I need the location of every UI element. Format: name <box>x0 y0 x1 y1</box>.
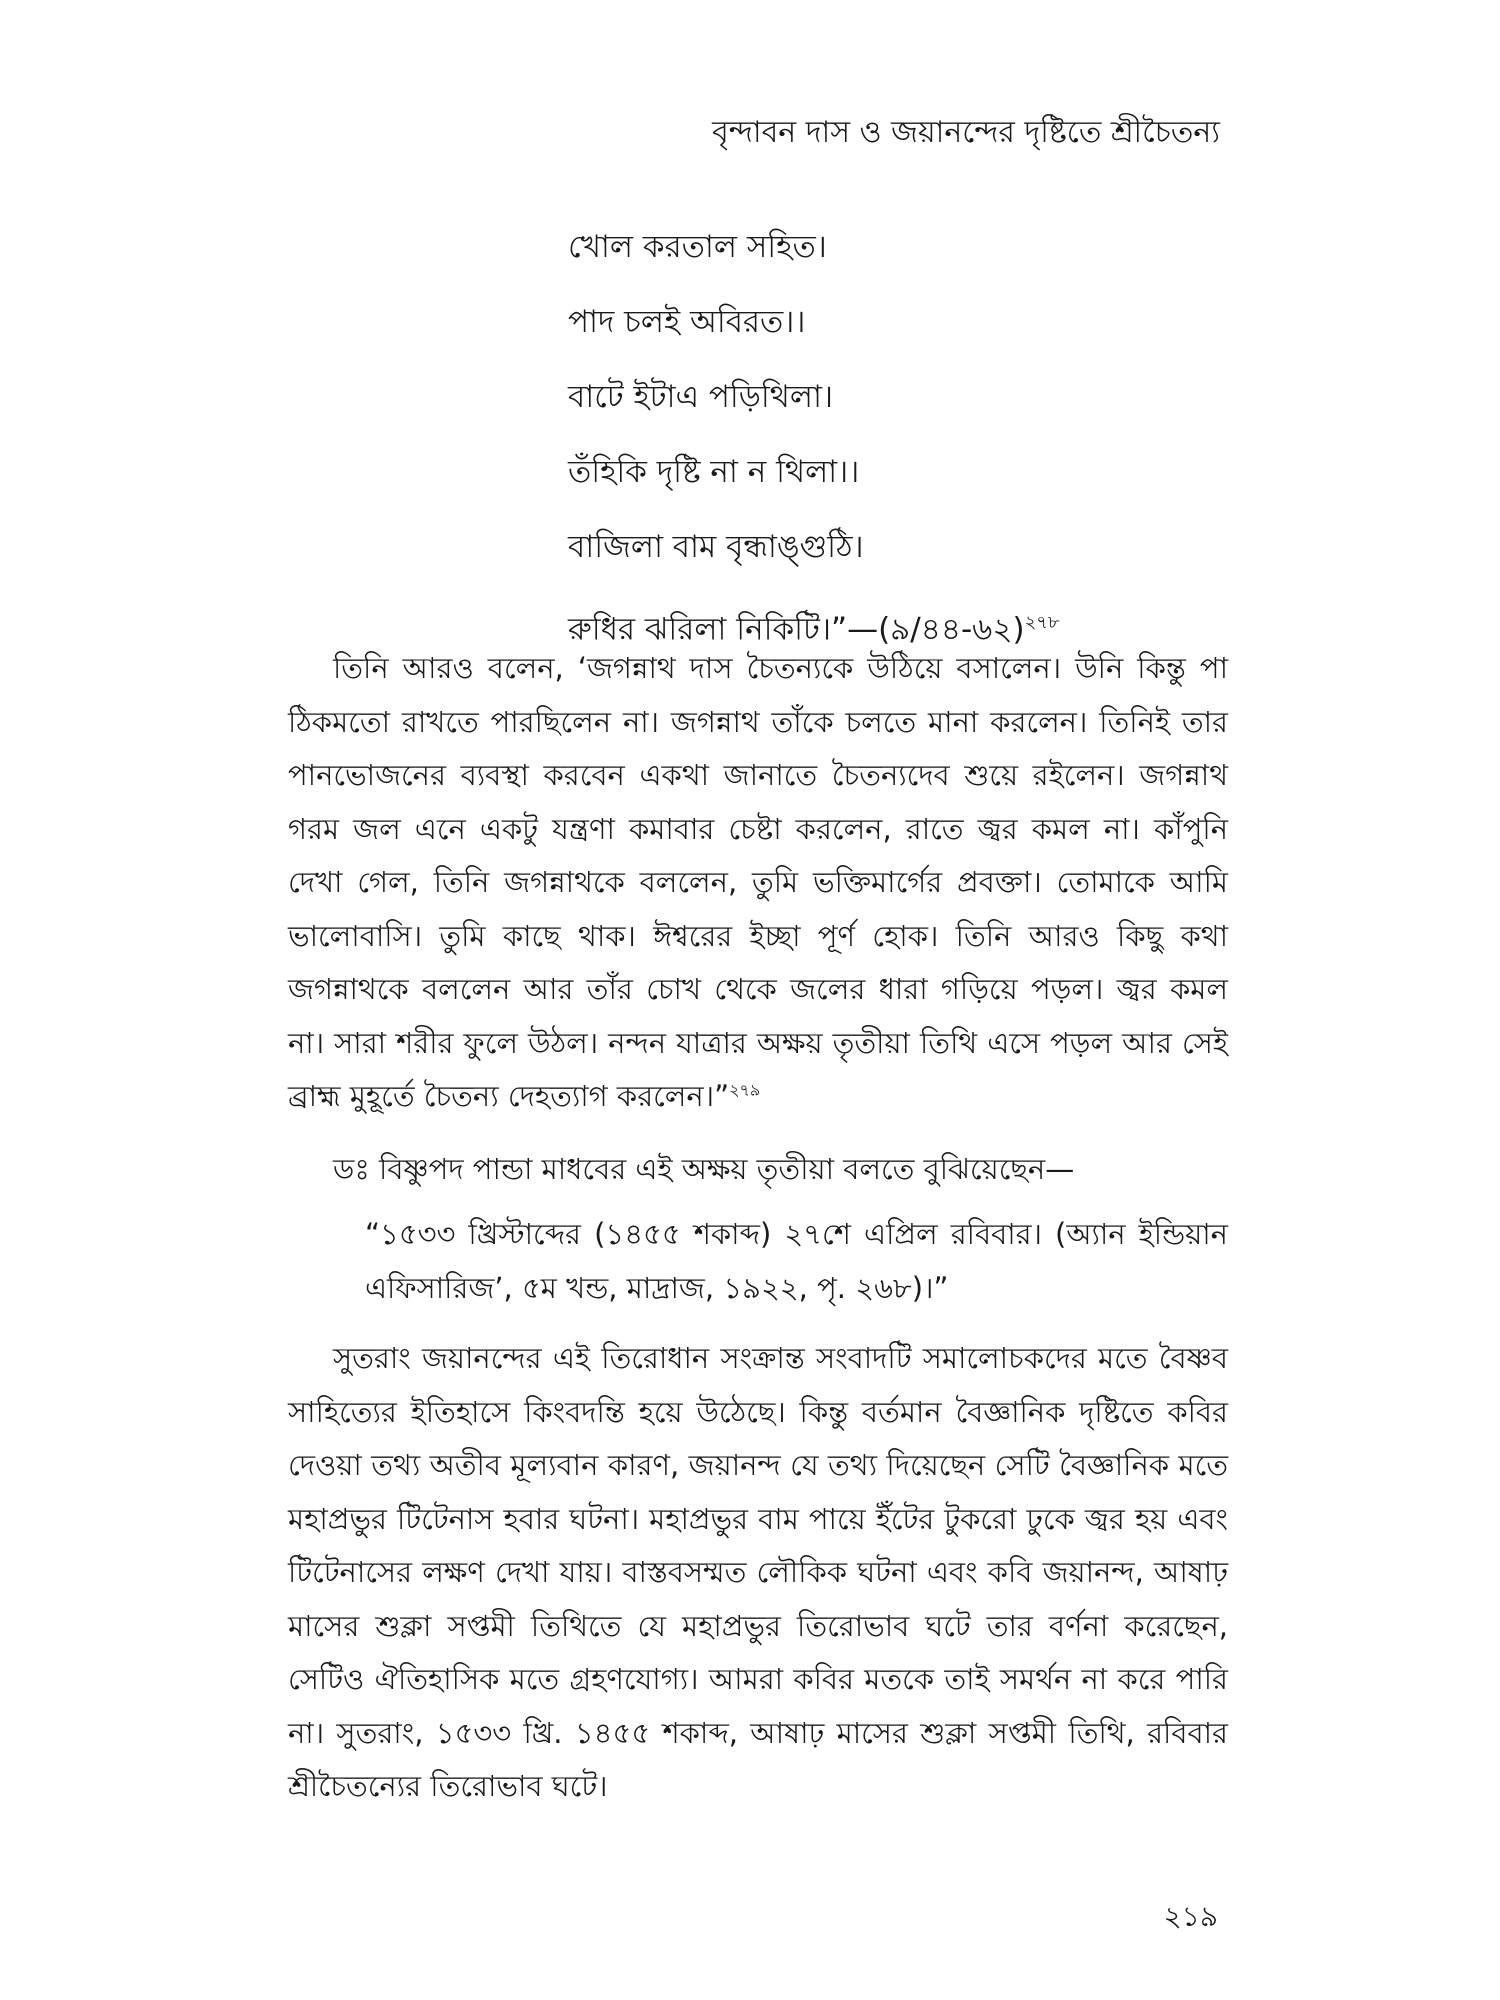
verse-last-text: রুধির ঝরিলা নিকিটি।”—(৯/৪৪-৬২) <box>568 611 1025 648</box>
verse-line: পাদ চলই অবিরত।। <box>568 304 806 340</box>
paragraph-2: ডঃ বিষ্ণুপদ পান্ডা মাধবের এই অক্ষয় তৃতীয়া বলতে বুঝিয়েছেন— <box>333 1152 1075 1186</box>
footnote-marker: ২৭৮ <box>1024 612 1060 633</box>
footnote-marker: ২৭৯ <box>729 1080 761 1100</box>
verse-block <box>568 210 1268 660</box>
page-number: ২১৯ <box>1163 1900 1218 1933</box>
paragraph-1 <box>288 642 1228 1124</box>
paragraph-1-text: তিনি আরও বলেন, ‘জগন্নাথ দাস চৈতন্যকে উঠিয়ে বসালেন। উনি কিন্তু পা ঠিকমতো রাখতে পারছিলেন না। জগন্নাথ তাঁকে চলতে মানা করলেন। তিনিই তার পানভোজনের ব্যবস্থা করবেন একথা জানাতে চৈতন্যদেব শুয়ে রইলেন। জগন্নাথ গরম জল এনে একটু যন্ত্রণা কমাবার চেষ্টা করলেন, রাতে জ্বর কমল না। কাঁপুনি দেখা গেল, তিনি জগন্নাথকে বললেন, তুমি ভক্তিমার্গের প্রবক্তা। তোমাকে আমি ভালোবাসি। তুমি কাছে থাক। ঈশ্বরের ইচ্ছা পূর্ণ হোক। তিনি আরও কিছু কথা জগন্নাথকে বললেন আর তাঁর চোখ থেকে জলের ধারা গড়িয়ে পড়ল। জ্বর কমল না। সারা শরীর ফুলে উঠল। নন্দন যাত্রার অক্ষয় তৃতীয়া তিথি এসে পড়ল আর সেই ব্রাহ্ম মুহূর্তে চৈতন্য দেহত্যাগ করলেন।” <box>288 651 1228 1113</box>
verse-line: বাজিলা বাম বৃন্ধাঙ্গুঠি। <box>568 529 864 565</box>
paragraph-3: সুতরাং জয়ানন্দের এই তিরোধান সংক্রান্ত সংবাদটি সমালোচকদের মতে বৈষ্ণব সাহিত্যের ইতিহাসে কিংবদন্তি হয়ে উঠেছে। কিন্তু বর্তমান বৈজ্ঞানিক দৃষ্টিতে কবির দেওয়া তথ্য অতীব মূল্যবান কারণ, জয়ানন্দ যে তথ্য দিয়েছেন সেটি বৈজ্ঞানিক মতে মহাপ্রভুর টিটেনাস হবার ঘটনা। মহাপ্রভুর বাম পায়ে ইঁটের টুকরো ঢুকে জ্বর হয় এবং টিটেনাসের লক্ষণ দেখা যায়। বাস্তবসম্মত লৌকিক ঘটনা এবং কবি জয়ানন্দ, আষাঢ় মাসের শুক্লা সপ্তমী তিথিতে যে মহাপ্রভুর তিরোভাব ঘটে তার বর্ণনা করেছেন, সেটিও ঐতিহাসিক মতে গ্রহণযোগ্য। আমরা কবির মতকে তাই সমর্থন না করে পারি না। সুতরাং, ১৫৩৩ খ্রি. ১৪৫৫ শকাব্দ, আষাঢ় মাসের শুক্লা সপ্তমী তিথি, রবিবার শ্রীচৈতন্যের তিরোভাব ঘটে। <box>288 1341 1228 1803</box>
running-head: বৃন্দাবন দাস ও জয়ানন্দের দৃষ্টিতে শ্রীচৈতন্য <box>712 115 1220 150</box>
verse-line: বাটে ইটাএ পড়িথিলা। <box>568 379 834 415</box>
verse-line: খোল করতাল সহিত। <box>568 229 827 265</box>
verse-line: তঁহিকি দৃষ্টি না ন থিলা।। <box>568 454 860 490</box>
block-quote: “১৫৩৩ খ্রিস্টাব্দের (১৪৫৫ শকাব্দ) ২৭শে এপ্রিল রবিবার। (অ্যান ইন্ডিয়ান এফিসারিজ’, ৫ম খন্ড, মাদ্রাজ, ১৯২২, পৃ. ২৬৮)।” <box>365 1217 1228 1305</box>
